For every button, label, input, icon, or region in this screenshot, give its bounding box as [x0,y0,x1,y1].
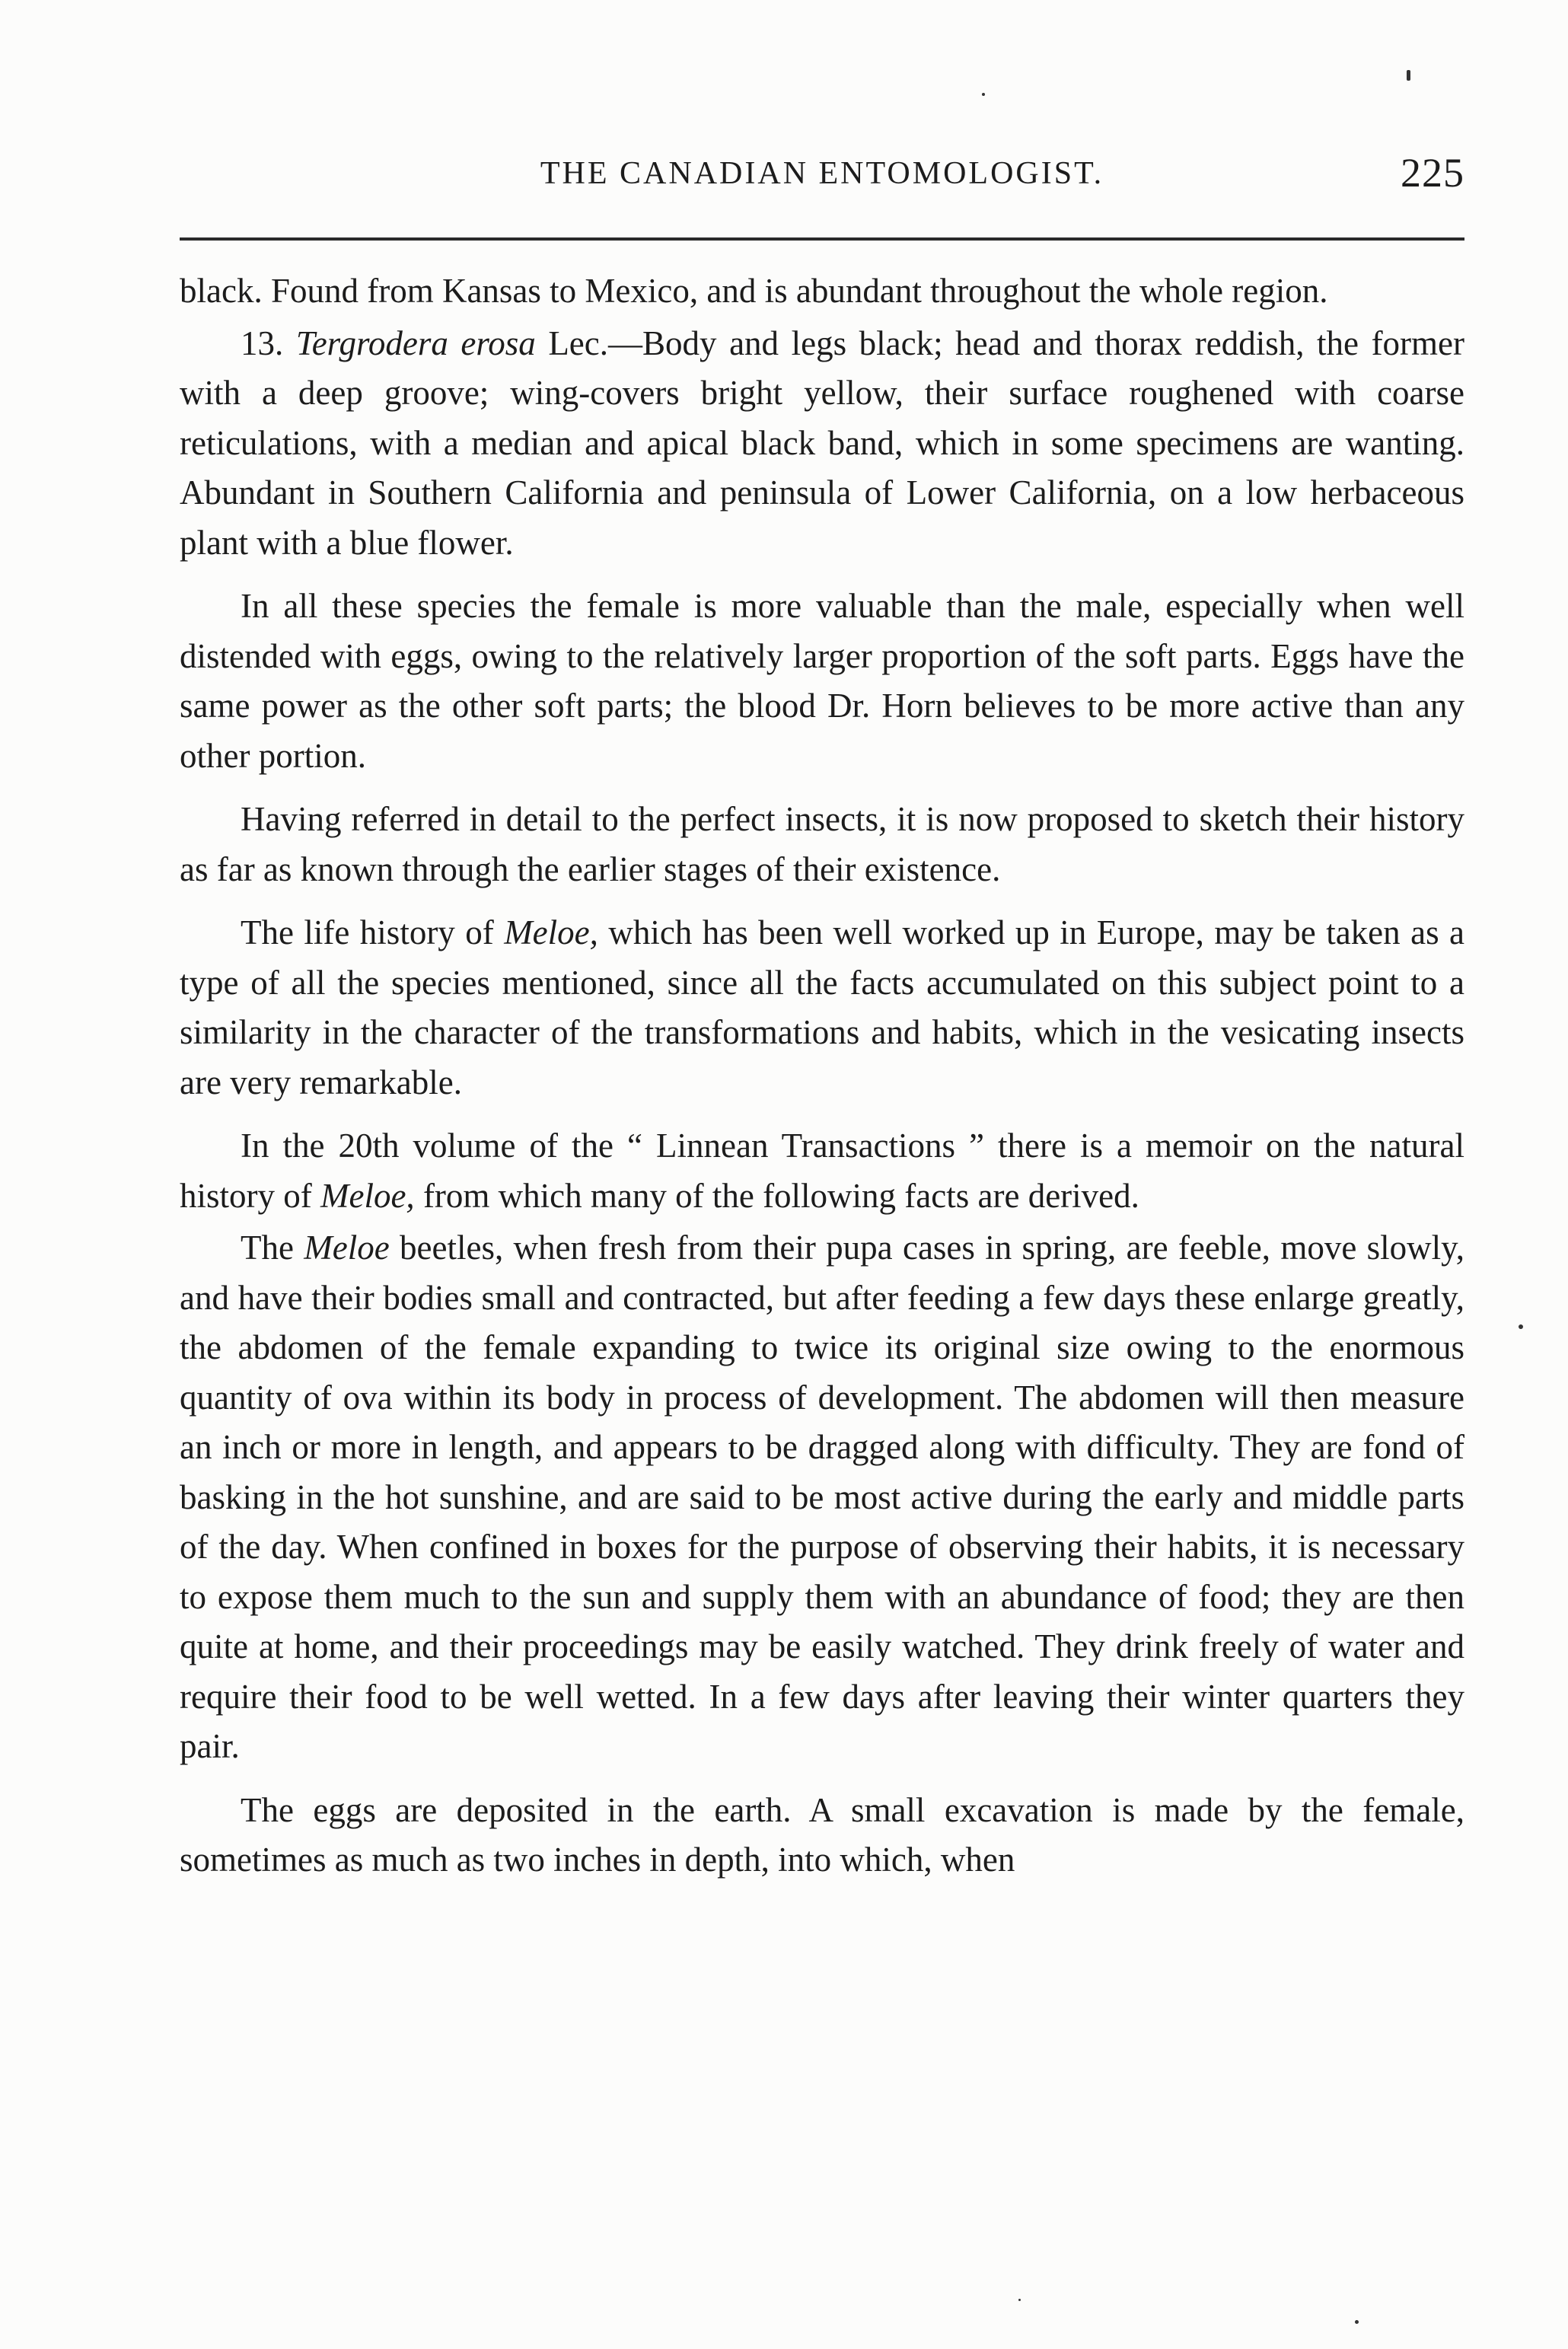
paragraph-1: black. Found from Kansas to Mexico, and is abundant throughout the whole region. [180,272,1328,310]
running-title: THE CANADIAN ENTOMOLOGIST. [540,156,1104,191]
paragraph-8: The eggs are deposited in the earth. A small excavation is made by the female, sometimes as much as two inches in depth, into which, when [180,1790,1464,1879]
page-header [180,149,1464,202]
paragraph-4: Having referred in detail to the perfect insects, it is now proposed to sketch their history as far as known through the earlier stages of their existence. [180,800,1464,888]
species-name: Tergrodera erosa [295,324,536,362]
paragraph-2: 13. Tergrodera erosa Lec.—Body and legs black; head and thorax reddish, the former with a deep groove; wing-covers bright yellow, their surface roughened with coarse reticulations, with a median and apical black band, which in some specimens are wanting. Abundant in Southern California and peninsula of Lower California, on a low herbaceous plant with a blue flower. [180,324,1464,562]
paragraph-6: In the 20th volume of the “ Linnean Transactions ” there is a memoir on the natural history of Meloe, from which many of the following facts are derived. [180,1127,1464,1215]
print-speck [1519,1324,1523,1329]
paragraph-7: The Meloe beetles, when fresh from their pupa cases in spring, are feeble, move slowly, and have their bodies small and contracted, but after feeding a few days these enlarge greatly, the abdomen of the female expanding to twice its original size owing to the enormous quantity of ova within its body in process of development. The abdomen will then measure an inch or more in length, and appears to be dragged along with difficulty. They are fond of basking in the hot sunshine, and are said to be most active during the early and middle parts of the day. When confined in boxes for the purpose of observing their habits, it is necessary to expose them much to the sun and supply them with an abundance of food; they are then quite at home, and their proceedings may be easily watched. They drink freely of water and require their food to be well wetted. In a few days after leaving their winter quarters they pair. [180,1229,1464,1765]
print-speck [1355,2320,1359,2324]
genus-name: Meloe, [504,913,598,951]
paragraph-5: The life history of Meloe, which has been well worked up in Europe, may be taken as a type of all the species mentioned, since all the facts accumulated on this subject point to a similarity in the character of the transformations and habits, which in the vesicating insects are very remarkable. [180,913,1464,1101]
paragraph-3: In all these species the female is more valuable than the male, especially when well distended with eggs, owing to the relatively larger proportion of the soft parts. Eggs have the same power as the other soft parts; the blood Dr. Horn believes to be more active than any other portion. [180,587,1464,775]
header-rule [180,237,1464,241]
genus-name: Meloe, [320,1176,415,1215]
body-text [180,266,1464,1888]
page-number: 225 [1401,150,1464,196]
print-speck [982,93,985,96]
print-speck [1018,2299,1021,2301]
print-speck [1407,70,1410,81]
genus-name: Meloe [304,1229,390,1267]
